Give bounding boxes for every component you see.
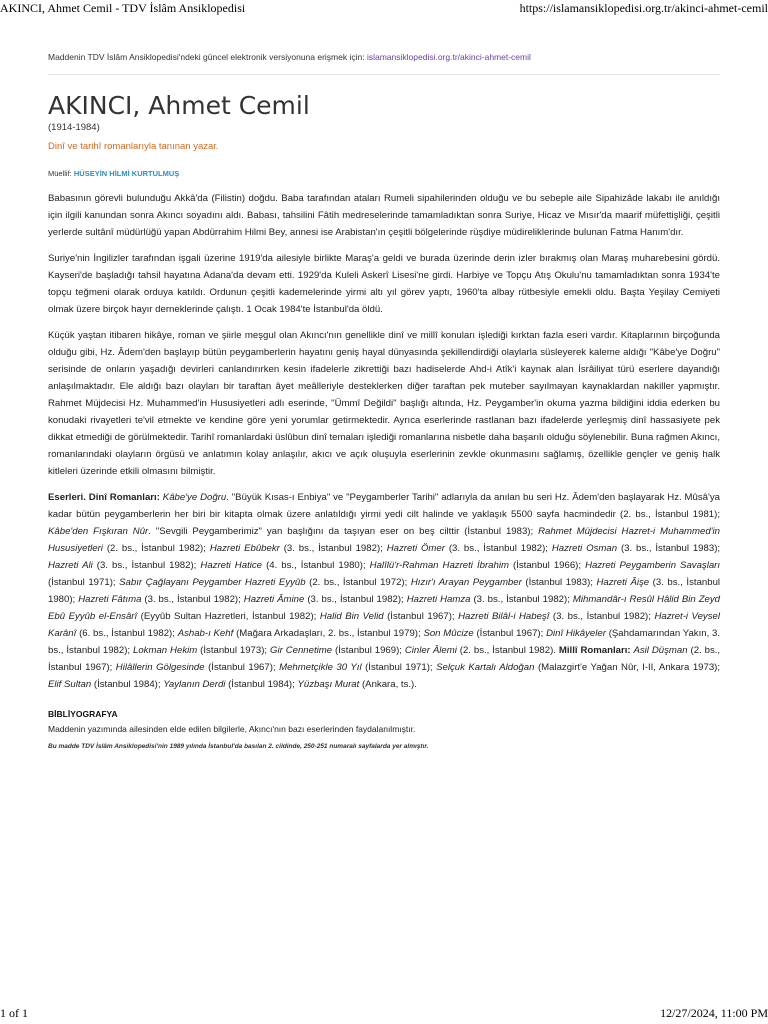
work-title: Elif Sultan [48, 679, 92, 690]
article-summary: Dinî ve tarihî romanlarıyla tanınan yazar. [48, 141, 219, 152]
work-info: (İstanbul 1983); [525, 577, 593, 588]
work-title: Hilâllerin Gölgesinde [115, 662, 205, 673]
work-info: (3. bs., İstanbul 1983); [620, 543, 721, 554]
article-link[interactable]: islamansiklopedisi.org.tr/akinci-ahmet-cemil [366, 52, 531, 62]
print-footer [0, 1006, 768, 1024]
work-title: Yaylanın Derdi [163, 679, 226, 690]
paragraph-works-list [48, 489, 720, 693]
work-info: (6. bs., İstanbul 1982); [79, 628, 175, 639]
paragraph-career: Suriye'nin İngilizler tarafından işgali üzerine 1919'da ailesiyle birlikte Maraş'a geldi ve burada üzerinde derin izler bırakmış olan Maraş muharebesini gördü. Kayseri'de başladığı tahsil hayatına Adana'da devam etti. 1929'da Kuleli Askerî Lisesi'ne girdi. Harbiye ve Topçu Atış Okulu'nu tamamladıktan sonra 1934'te topçu teğmeni olarak orduya katıldı. Ordunun çeşitli kademelerinde yirmi altı yıl görev yaptı, 1960'ta albay rütbesiyle emekli oldu. Başta Yeşilay Cemiyeti olmak üzere birçok hayır derneklerinde çalıştı. 1 Ocak 1984'te İstanbul'da öldü. [48, 253, 720, 315]
work-info: (İstanbul 1973); [200, 645, 268, 656]
work-title: Hazreti Peygamberin Savaşları [585, 560, 721, 571]
work-title: Mehmetçikle 30 Yıl [279, 662, 362, 673]
paragraph-literary-work: Küçük yaştan itibaren hikâye, roman ve şiirle meşgul olan Akıncı'nın genellikle dinî ve millî konuları işlediği kırktan fazla eseri vardır. Kitaplarının birçoğunda olduğu gibi, Hz. Âdem'den başlayıp bütün peygamberlerin hayatını geniş hayal dünyasında şekillendirdiği olaylarla süsleyerek kaleme aldığı "Kâbe'ye Doğru" serisinde de onların yaşadığı devirleri canlandırırken kesin ifadelerle zikrettiği bazı hadiselerde Ahd-i Atîk'i kaynak alan İsrâiliyat türü eserlere dayandığı anlaşılmaktadır. Ele aldığı bazı olayları bir taraftan âyet meâlleriyle desteklerken diğer taraftan pek muteber sayılmayan kaynaklardan nakiller yapmıştır. Rahmet Müjdecisi Hz. Muhammed'in Hususiyetleri adlı eserinde, "Ümmî Değildi" başlığı altında, Hz. Peygamber'in okuma yazma bildiğini iddia ederken bu konudaki rivayetleri te'vil etmekte ve kendine göre yeni yorumlar getirmektedir. Ayrıca eserlerinde rastlanan bazı ifadelerde yerleşmiş dinî hassasiyete pek dikkat etmediği de görülmektedir. Tarihî romanlardaki üslûbun dinî temaları işlediği romanlarına nisbetle daha başarılı olduğu söylenebilir. Buna rağmen Akıncı, romanlarındaki olayların örgüsü ve anlatımın kolay anlaşılır, akıcı ve açık oluşuyla eserlerinin zevkle okunmasını sağlamış, özellikle gençler ve geniş halk kitleleri üzerinde etkili olmasını bilmiştir. [48, 330, 720, 477]
work-title: Hazreti Bilâl-i Habeşî [458, 611, 550, 622]
work-title: Hızır'ı Arayan Peygamber [410, 577, 522, 588]
work-info: (3. bs., İstanbul 1982); [144, 594, 241, 605]
work-title: Kâbe'den Fışkıran Nûr [48, 526, 149, 537]
work-info: (3. bs., İstanbul 1982); [473, 594, 570, 605]
article-title: AKINCI, Ahmet Cemil [48, 91, 310, 120]
work-title: Mihmandâr-ı Resûl Hâlid Bin Zeyd Ebû Eyyûb el-Ensârî [48, 594, 721, 622]
author-name[interactable]: HÜSEYİN HİLMİ KURTULMUŞ [73, 169, 180, 178]
article-page [48, 52, 720, 752]
work-info: (2. bs., İstanbul 1972); [309, 577, 408, 588]
bibliography-heading: BİBLİYOGRAFYA [48, 709, 118, 719]
work-title: Hazreti Âişe [596, 577, 650, 588]
work-title: Hazreti Âmine [243, 594, 305, 605]
work-title: Hazreti Hamza [406, 594, 471, 605]
notice-text: Maddenin TDV İslâm Ansiklopedisi'ndeki güncel elektronik versiyonuna erişmek için: [48, 52, 365, 62]
work-title: Ashab-ı Kehf [177, 628, 234, 639]
page-count: 1 of 1 [0, 1006, 28, 1020]
work-title: Rahmet Müjdecisi Hazret-i Muhammed'in Hususiyetleri [48, 526, 721, 554]
work-title: Hazreti Ömer [386, 543, 445, 554]
work-title: Hazreti Osman [551, 543, 618, 554]
work-info: (Eyyûb Sultan Hazretleri, İstanbul 1982); [140, 611, 317, 622]
work-title: Asil Düşman [633, 645, 688, 656]
work-info: (3. bs., İstanbul 1982); [96, 560, 197, 571]
work-title: Kâbe'ye Doğru [162, 492, 227, 503]
author-line [48, 169, 720, 179]
work-info: (İstanbul 1967); [208, 662, 276, 673]
print-header [0, 0, 768, 18]
work-info: . "Büyük Kısas-ı Enbiya" ve "Peygamberler Tarihi" adlarıyla da anılan bu seri Hz. Âdem'den başlayarak Hz. Mûsâ'ya kadar bütün peygamberlerin her biri bir kitapta olmak üzere anlatıldığı yirmi yedi cilt halinde ve yaklaşık 5500 sayfa hacmindedir (2. bs., İstanbul 1981); [48, 492, 720, 520]
work-info: (İstanbul 1984); [93, 679, 161, 690]
work-title: Hazreti Hatice [200, 560, 263, 571]
work-title: Hazreti Ebûbekr [209, 543, 280, 554]
print-source-note: Bu madde TDV İslâm Ansiklopedisi'nin 1989 yılında İstanbul'da basılan 2. cildinde, 250-251 numaralı sayfalarda yer almıştır. [48, 743, 429, 750]
work-info: (3. bs., İstanbul 1982); [448, 543, 548, 554]
article-body [48, 190, 720, 693]
work-title: Halid Bin Velid [319, 611, 384, 622]
print-page-title: AKINCI, Ahmet Cemil - TDV İslâm Ansiklopedisi [0, 1, 246, 15]
work-title: Dinî Hikâyeler [546, 628, 606, 639]
work-title: Hazreti Fâtıma [78, 594, 142, 605]
work-title: Yüzbaşı Murat [297, 679, 360, 690]
work-title: Son Mûcize [423, 628, 474, 639]
work-info: (İstanbul 1967); [387, 611, 455, 622]
work-title: Cinler Âlemi [404, 645, 457, 656]
work-info: (İstanbul 1971); [365, 662, 433, 673]
author-label: Müellif: [48, 169, 72, 178]
work-info: (3. bs., İstanbul 1982); [307, 594, 404, 605]
paragraph-birth: Babasının görevli bulunduğu Akkâ'da (Filistin) doğdu. Baba tarafından ataları Rumeli sipahilerinden olduğu ve bu sebeple aile Sipahizâde lakabı ile anıldığı için ilgili kanundan sonra Akıncı soyadını aldı. Babası, tahsilini Fâtih medreselerinde tamamladıktan sonra Suriye, Hicaz ve Mısır'da maarif müfettişliği, çeşitli yerlerde sultânî müdürlüğü yapan Abdürrahim Hilmi Bey, annesi ise Arabistan'ın çeşitli bölgelerinde rüşdiye müdireliklerinde bulunan Fatma Hanım'dır. [48, 193, 720, 238]
work-title: Hazreti Ali [48, 560, 93, 571]
works-label: Eserleri. Dinî Romanları: [48, 492, 160, 503]
national-novels-label: Millî Romanları: [558, 645, 631, 656]
work-info: (İstanbul 1967); [476, 628, 544, 639]
work-info: (2. bs., İstanbul 1967); [48, 645, 721, 673]
work-info: (3. bs., İstanbul 1982); [283, 543, 383, 554]
work-title: Hazret-i Veysel Karânî [48, 611, 720, 639]
work-info: (3. bs., İstanbul 1980); [48, 577, 721, 605]
work-info: (3. bs., İstanbul 1982); [552, 611, 651, 622]
work-info: (Ankara, ts.). [361, 679, 417, 690]
work-info: (Malazgirt'e Yağan Nûr, I-II, Ankara 1973); [537, 662, 721, 673]
work-info: (2. bs., İstanbul 1982); [106, 543, 206, 554]
print-page-url: https://islamansiklopedisi.org.tr/akinci-ahmet-cemil [519, 1, 768, 15]
work-title: Selçuk Kartalı Aldoğan [436, 662, 535, 673]
work-info: (Şahdamarından Yakın, 3. bs., İstanbul 1982); [48, 628, 721, 656]
online-version-notice [48, 52, 720, 68]
work-title: Lokman Hekim [133, 645, 198, 656]
work-title: Gir Cennetime [270, 645, 333, 656]
work-info: (İstanbul 1971); [48, 577, 116, 588]
work-info: . "Sevgili Peygamberimiz" yan başlığını da taşıyan eser on beş cilttir (İstanbul 1983); [148, 526, 534, 537]
work-info: (2. bs., İstanbul 1982). [459, 645, 556, 656]
bibliography-text: Maddenin yazımında ailesinden elde edilen bilgilerle, Akıncı'nın bazı eserlerinden faydalanılmıştır. [48, 724, 416, 734]
work-info: (Mağara Arkadaşları, 2. bs., İstanbul 1979); [236, 628, 421, 639]
work-info: (4. bs., İstanbul 1980); [266, 560, 366, 571]
work-info: (İstanbul 1969); [335, 645, 402, 656]
work-info: (İstanbul 1984); [228, 679, 295, 690]
work-title: Halîlü'r-Rahman Hazreti İbrahim [369, 560, 509, 571]
work-title: Sabır Çağlayanı Peygamber Hazreti Eyyûb [119, 577, 306, 588]
work-info: (İstanbul 1966); [513, 560, 582, 571]
life-dates: (1914-1984) [48, 122, 100, 133]
divider [48, 74, 720, 75]
print-datetime: 12/27/2024, 11:00 PM [660, 1006, 768, 1020]
